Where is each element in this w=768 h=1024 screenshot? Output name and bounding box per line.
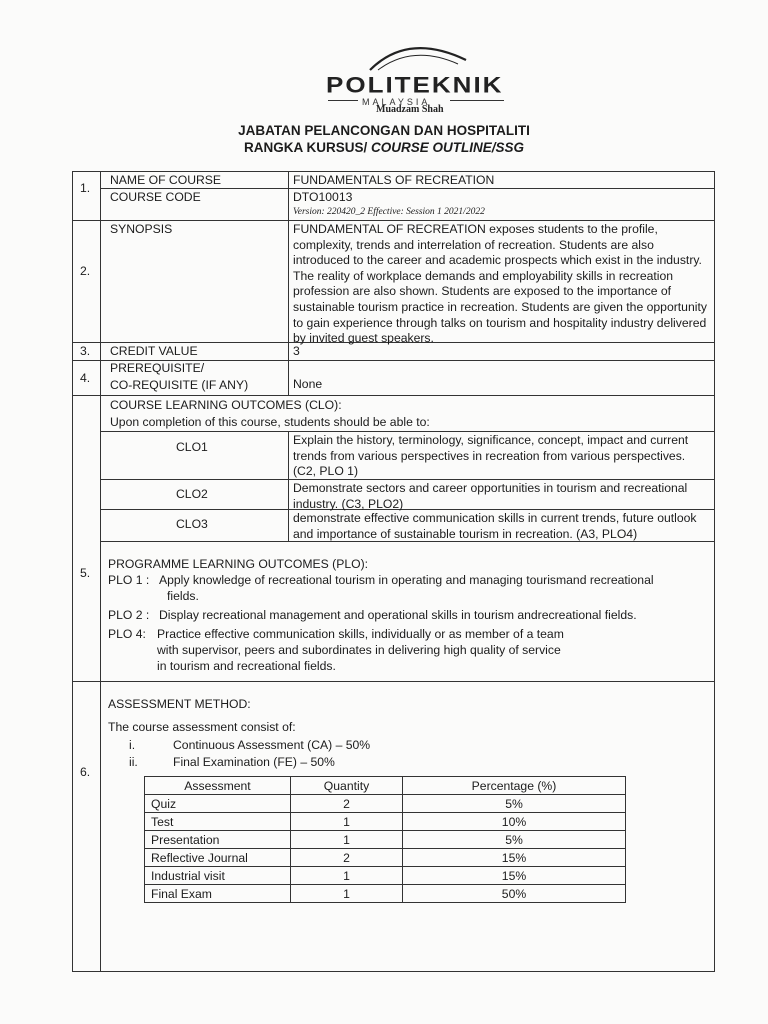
cell-percentage: 50% — [403, 885, 626, 903]
header-percentage: Percentage (%) — [403, 777, 626, 795]
table-row — [145, 849, 626, 867]
cell-quantity: 1 — [291, 813, 403, 831]
logo-campus: Muadzam Shah — [376, 104, 444, 115]
assessment-table-header — [145, 777, 626, 795]
plo4-line2: with supervisor, peers and subordinates in delivering high quality of service — [157, 643, 561, 657]
cell-assessment: Industrial visit — [145, 867, 291, 885]
plo4-line3: in tourism and recreational fields. — [157, 659, 336, 673]
clo2-text: Demonstrate sectors and career opportunities in tourism and recreational industry. (C3, PLO2) — [293, 481, 688, 511]
clo1-text: Explain the history, terminology, significance, concept, impact and current trends from various perspectives in recreation from various perspectives. (C2, PLO 1) — [293, 433, 689, 479]
prerequisite-label-line2: CO-REQUISITE (IF ANY) — [110, 378, 249, 392]
assessment-item-1-marker: i. — [129, 738, 136, 752]
header-assessment: Assessment — [145, 777, 291, 795]
prerequisite-value: None — [293, 377, 323, 391]
section-number-6: 6. — [80, 765, 91, 779]
assessment-item-2-text: Final Examination (FE) – 50% — [173, 755, 335, 769]
cell-percentage: 15% — [403, 867, 626, 885]
plo-heading: PROGRAMME LEARNING OUTCOMES (PLO): — [108, 557, 369, 571]
header-quantity: Quantity — [291, 777, 403, 795]
plo4-line1: Practice effective communication skills, individually or as member of a team — [157, 627, 564, 641]
cell-quantity: 2 — [291, 795, 403, 813]
department-title: JABATAN PELANCONGAN DAN HOSPITALITI — [238, 123, 530, 138]
document-title — [0, 140, 768, 155]
prerequisite-label-line1: PREREQUISITE/ — [110, 361, 205, 375]
clo3-text: demonstrate effective communication skills in current trends, future outlook and importance of sustainable tourism in recreation. (A3, PLO4) — [293, 511, 697, 541]
cell-percentage: 5% — [403, 831, 626, 849]
section-number-2: 2. — [80, 264, 91, 278]
credit-value: 3 — [293, 344, 300, 358]
plo2-line1: Display recreational management and operational skills in tourism andrecreational fields. — [159, 608, 637, 622]
assessment-intro: The course assessment consist of: — [108, 720, 296, 734]
clo-heading: COURSE LEARNING OUTCOMES (CLO): — [110, 398, 342, 412]
plo1-line1: Apply knowledge of recreational tourism in operating and managing tourismand recreational — [159, 573, 654, 587]
section-number-1: 1. — [80, 181, 91, 195]
clo1-id: CLO1 — [176, 440, 208, 454]
cell-quantity: 1 — [291, 831, 403, 849]
clo3-id: CLO3 — [176, 517, 208, 531]
cell-assessment: Quiz — [145, 795, 291, 813]
document-title-plain: RANGKA KURSUS/ — [243, 140, 371, 155]
section-number-5: 5. — [80, 566, 91, 580]
cell-assessment: Test — [145, 813, 291, 831]
cell-assessment: Final Exam — [145, 885, 291, 903]
cell-percentage: 10% — [403, 813, 626, 831]
clo-intro: Upon completion of this course, students should be able to: — [110, 415, 430, 429]
plo2-id: PLO 2 : — [108, 608, 150, 622]
cell-quantity: 1 — [291, 885, 403, 903]
cell-assessment: Reflective Journal — [145, 849, 291, 867]
section-number-3: 3. — [80, 344, 91, 358]
logo-country: MALAYSIA — [362, 97, 431, 107]
assessment-item-2-marker: ii. — [129, 755, 138, 769]
assessment-table — [144, 776, 626, 903]
credit-value-label: CREDIT VALUE — [110, 344, 198, 358]
course-name-value: FUNDAMENTALS OF RECREATION — [293, 173, 495, 187]
course-name-label: NAME OF COURSE — [110, 173, 222, 187]
table-row — [145, 795, 626, 813]
plo4-id: PLO 4: — [108, 627, 146, 641]
course-code-value: DTO10013 — [293, 190, 353, 204]
section-number-4: 4. — [80, 371, 91, 385]
cell-quantity: 1 — [291, 867, 403, 885]
version-note: Version: 220420_2 Effective: Session 1 2021/2022 — [293, 207, 485, 217]
table-row — [145, 885, 626, 903]
table-row — [145, 867, 626, 885]
assessment-heading: ASSESSMENT METHOD: — [108, 697, 251, 711]
document-title-italic: COURSE OUTLINE/SSG — [371, 140, 525, 155]
synopsis-text: FUNDAMENTAL OF RECREATION exposes students to the profile, complexity, trends and interrelation of recreation. Students are also introduced to the career and academic prospects which exist in the industry. The reality of workplace demands and employability skills in recreation profession are also shown. Students are exposed to the importance of sustainable tourism practice in recreation. Students are given the opportunity to gain experience through talks on tourism and hospitality industry delivered by invited guest speakers. — [293, 222, 707, 346]
plo1-id: PLO 1 : — [108, 573, 150, 587]
cell-quantity: 2 — [291, 849, 403, 867]
cell-percentage: 15% — [403, 849, 626, 867]
course-code-label: COURSE CODE — [110, 190, 201, 204]
synopsis-label: SYNOPSIS — [110, 222, 173, 236]
cell-assessment: Presentation — [145, 831, 291, 849]
logo-wordmark: POLITEKNIK — [326, 72, 504, 98]
table-row — [145, 813, 626, 831]
plo1-line2: fields. — [167, 589, 199, 603]
assessment-item-1-text: Continuous Assessment (CA) – 50% — [173, 738, 371, 752]
cell-percentage: 5% — [403, 795, 626, 813]
logo-arc-icon — [368, 40, 468, 72]
clo2-id: CLO2 — [176, 487, 208, 501]
table-row — [145, 831, 626, 849]
